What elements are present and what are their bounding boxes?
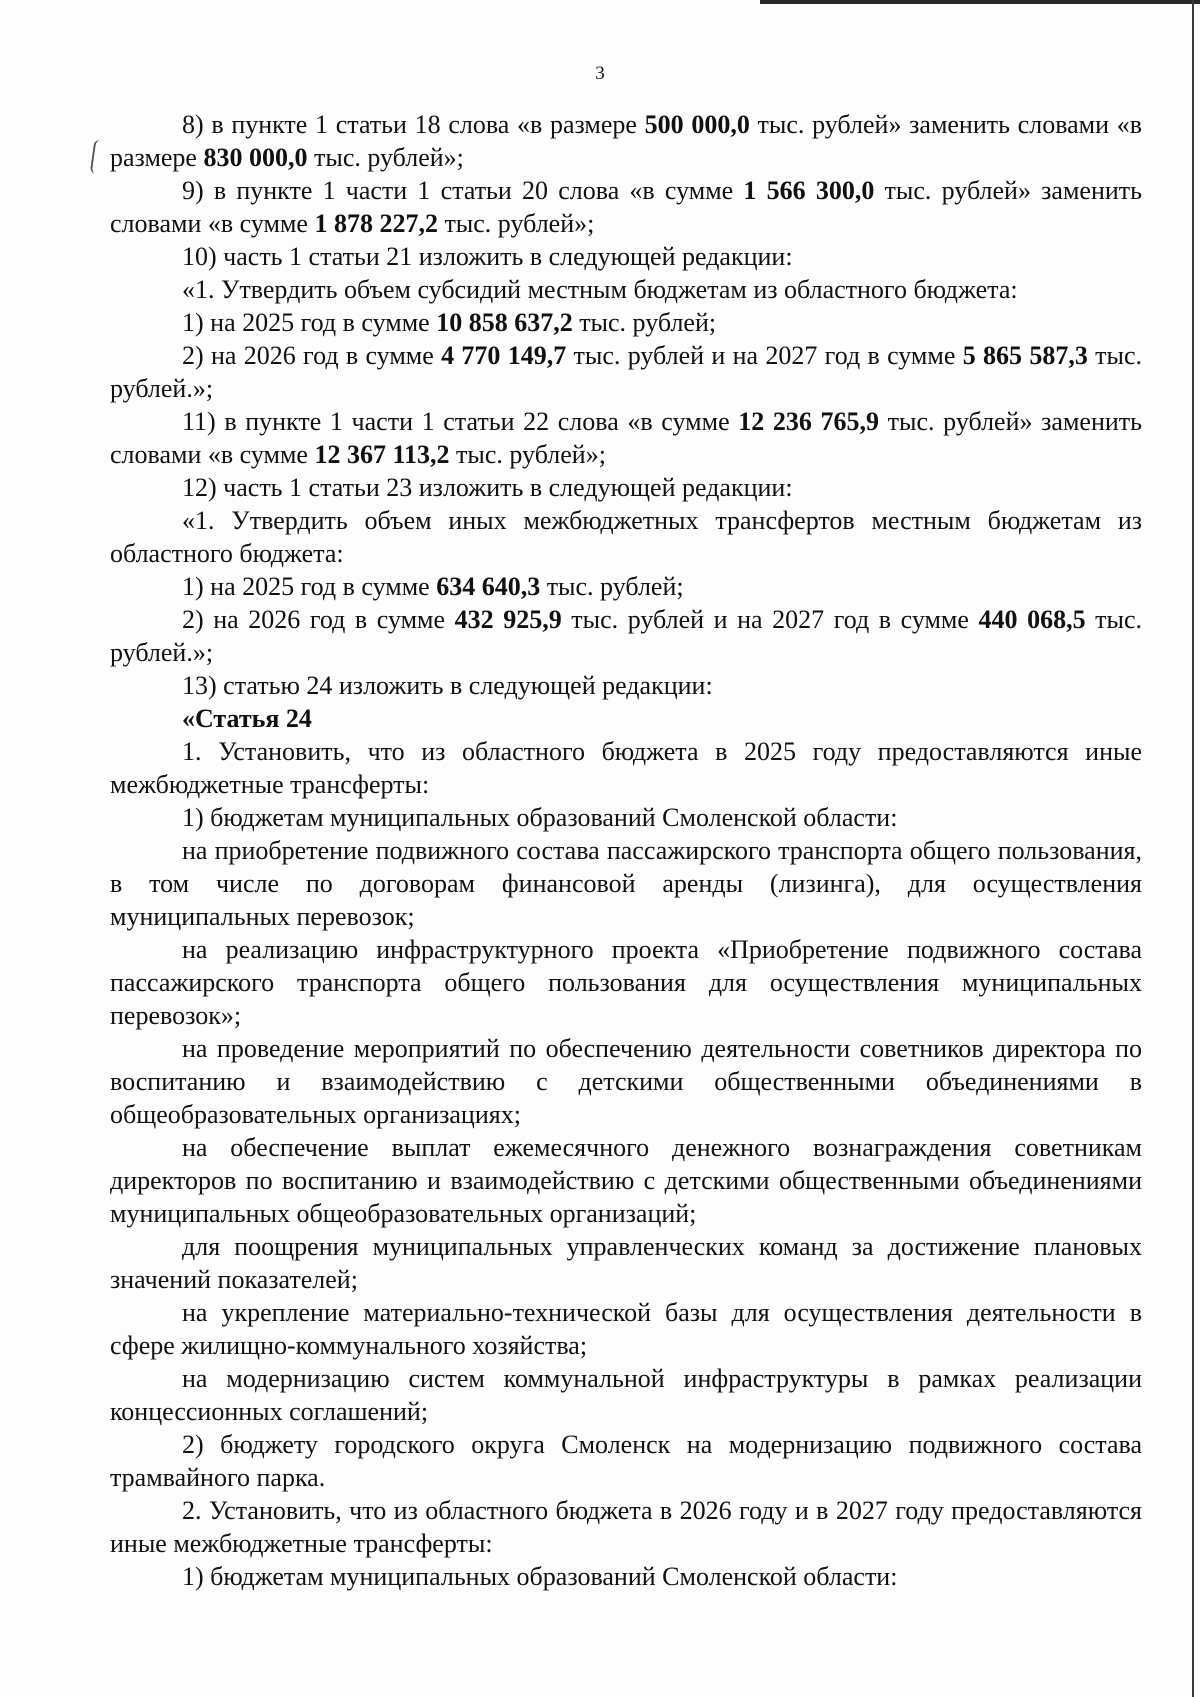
document-body: [110, 108, 1142, 1593]
paragraph: 13) статью 24 изложить в следующей редакции:: [182, 671, 713, 700]
paragraph: на модернизацию систем коммунальной инфраструктуры в рамках реализации концессионных соглашений;: [110, 1364, 1142, 1426]
bold-amount: 500 000,0: [644, 110, 750, 139]
paragraph: 1) на 2025 год в сумме 10 858 637,2 тыс. рублей;: [182, 308, 717, 337]
paragraph: 2) на 2026 год в сумме 432 925,9 тыс. рублей и на 2027 год в сумме 440 068,5 тыс. рублей.»;: [110, 605, 1143, 667]
scan-edge-right: [1192, 0, 1194, 1697]
paragraph: 2) бюджету городского округа Смоленск на модернизацию подвижного состава трамвайного парка.: [110, 1430, 1142, 1492]
bold-amount: 432 925,9: [454, 605, 562, 634]
bold-amount: 1 566 300,0: [743, 176, 875, 205]
paragraph: на приобретение подвижного состава пассажирского транспорта общего пользования, в том числе по договорам финансовой аренды (лизинга), для осуществления муниципальных перевозок;: [110, 836, 1142, 931]
bold-amount: 440 068,5: [978, 605, 1086, 634]
paragraph: «1. Утвердить объем иных межбюджетных трансфертов местным бюджетам из областного бюджета:: [110, 506, 1142, 568]
paragraph: на укрепление материально-технической базы для осуществления деятельности в сфере жилищно-коммунального хозяйства;: [110, 1298, 1142, 1360]
page-number: 3: [595, 63, 605, 84]
paragraph: 10) часть 1 статьи 21 изложить в следующей редакции:: [182, 242, 793, 271]
pen-mark: [90, 139, 107, 174]
bold-amount: 4 770 149,7: [441, 341, 567, 370]
paragraph: [110, 702, 1142, 735]
bold-amount: 10 858 637,2: [436, 308, 573, 337]
paragraph: 1) бюджетам муниципальных образований Смоленской области:: [182, 803, 898, 832]
paragraph: на реализацию инфраструктурного проекта «Приобретение подвижного состава пассажирского транспорта общего пользования для осуществления муниципальных перевозок»;: [110, 935, 1142, 1030]
paragraph: «1. Утвердить объем субсидий местным бюджетам из областного бюджета:: [182, 275, 1018, 304]
bold-amount: 634 640,3: [436, 572, 541, 601]
paragraph: 2. Установить, что из областного бюджета в 2026 году и в 2027 году предоставляются иные межбюджетные трансферты:: [110, 1496, 1142, 1558]
scan-edge-top: [760, 0, 1200, 4]
paragraph: на проведение мероприятий по обеспечению деятельности советников директора по воспитанию и взаимодействию с детскими общественными объединениями в общеобразовательных организациях;: [110, 1034, 1142, 1129]
paragraph: 8) в пункте 1 статьи 18 слова «в размере 500 000,0 тыс. рублей» заменить словами «в размере 830 000,0 тыс. рублей»;: [110, 110, 1143, 172]
bold-amount: 12 236 765,9: [738, 407, 880, 436]
paragraph: 2) на 2026 год в сумме 4 770 149,7 тыс. рублей и на 2027 год в сумме 5 865 587,3 тыс. рублей.»;: [110, 341, 1143, 403]
bold-amount: 1 878 227,2: [314, 209, 438, 238]
paragraph: для поощрения муниципальных управленческих команд за достижение плановых значений показателей;: [110, 1232, 1142, 1294]
paragraph: 1) на 2025 год в сумме 634 640,3 тыс. рублей;: [182, 572, 684, 601]
bold-amount: 830 000,0: [203, 143, 308, 172]
paragraph: на обеспечение выплат ежемесячного денежного вознаграждения советникам директоров по воспитанию и взаимодействию с детскими общественными объединениями муниципальных общеобразовательных организаций;: [110, 1133, 1142, 1228]
paragraph: 9) в пункте 1 части 1 статьи 20 слова «в сумме 1 566 300,0 тыс. рублей» заменить словами «в сумме 1 878 227,2 тыс. рублей»;: [110, 176, 1143, 238]
bold-amount: «Статья 24: [182, 704, 312, 733]
paragraph: 1) бюджетам муниципальных образований Смоленской области:: [182, 1562, 898, 1591]
paragraph: 12) часть 1 статьи 23 изложить в следующей редакции:: [182, 473, 793, 502]
bold-amount: 12 367 113,2: [314, 440, 450, 469]
bold-amount: 5 865 587,3: [962, 341, 1088, 370]
paragraph: 11) в пункте 1 части 1 статьи 22 слова «в сумме 12 236 765,9 тыс. рублей» заменить словами «в сумме 12 367 113,2 тыс. рублей»;: [110, 407, 1142, 469]
paragraph: 1. Установить, что из областного бюджета в 2025 году предоставляются иные межбюджетные трансферты:: [110, 737, 1142, 799]
